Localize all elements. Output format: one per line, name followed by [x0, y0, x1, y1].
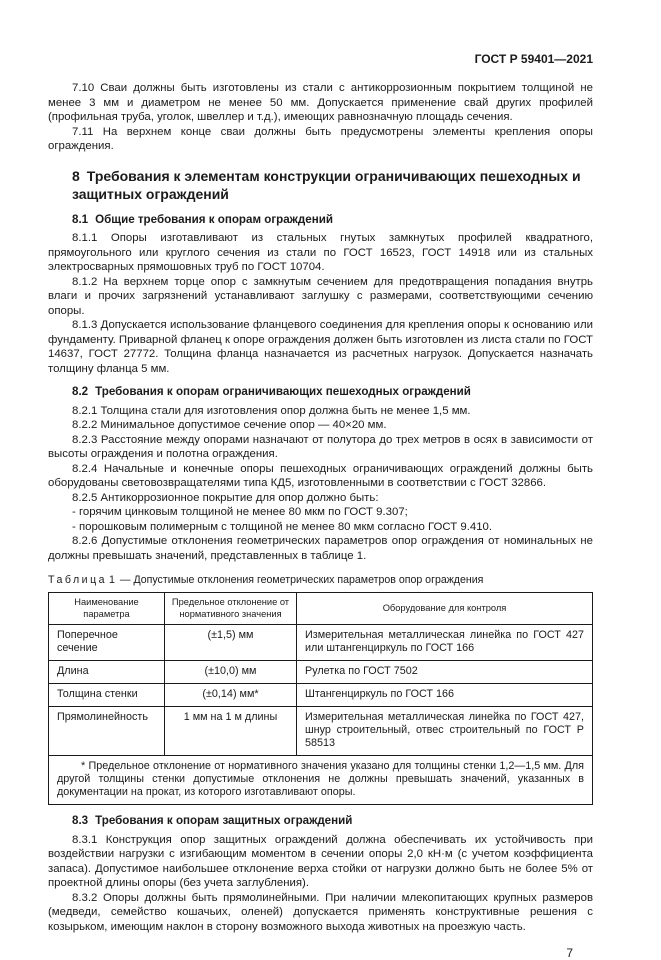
cell-equipment: Измерительная металлическая линейка по ГОСТ 427, шнур строительный, отвес строительный по ГОСТ Р 58513 — [297, 707, 593, 756]
cell-parameter: Прямолинейность — [49, 707, 165, 756]
paragraph-7-10: 7.10 Сваи должны быть изготовлены из стали с антикоррозионным покрытием толщиной не менее 3 мм и диаметром не менее 50 мм. Допускается применение свай других профилей (профильная труба, уголок, швеллер и т.д.), имеющих равнозначную площадь сечения. — [48, 82, 593, 123]
cell-deviation: (±0,14) мм* — [165, 684, 297, 707]
table-caption — [48, 574, 593, 587]
paragraph-8-3-1: 8.3.1 Конструкция опор защитных ограждений должна обеспечивать их устойчивость при воздействии нагрузки с изгибающим моментом в сечении опоры 2,0 кН·м (с учетом коэффициента запаса). Допустимое наибольшее отклонение верха стойки от нагрузки должно быть не более 5% от проектной длины опоры (без учета заглубления). — [48, 833, 593, 889]
cell-equipment: Измерительная металлическая линейка по ГОСТ 427 или штангенциркуль по ГОСТ 166 — [297, 625, 593, 661]
section-8-heading — [48, 167, 593, 204]
subsection-8-1-title: Общие требования к опорам ограждений — [95, 212, 333, 226]
paragraph-8-2-3: 8.2.3 Расстояние между опорами назначают от полутора до трех метров в осях в зависимости от высоты ограждения и полотна ограждения. — [48, 433, 593, 460]
cell-deviation: (±1,5) мм — [165, 625, 297, 661]
list-item-polymer-coating: - порошковым полимерным с толщиной не менее 80 мкм согласно ГОСТ 9.410. — [72, 520, 493, 533]
table-row-straightness — [49, 707, 593, 756]
section-8-number: 8 — [72, 167, 80, 184]
table-header — [49, 593, 593, 625]
subsection-8-1-number: 8.1 — [72, 212, 89, 226]
table-caption-word: Таблица — [48, 574, 108, 586]
paragraph-8-1-3: 8.1.3 Допускается использование фланцевого соединения для крепления опоры к основанию или фундаменту. Приварной фланец к опоре ограждения должен быть изготовлен из листа стали по ГОСТ 14637, ГОСТ 27772. Толщина фланца назначается из расчетных нагрузок. Допускается назначать толщину фланца 5 мм. — [48, 319, 593, 375]
table-caption-number: 1 — [109, 574, 115, 586]
paragraph-8-2-6: 8.2.6 Допустимые отклонения геометрических параметров опор ограждения от номинальных не должны превышать значений, представленных в таблице 1. — [48, 535, 593, 562]
table-header-row — [49, 593, 593, 625]
column-header-parameter: Наименование параметра — [49, 593, 165, 625]
subsection-8-2-number: 8.2 — [72, 385, 89, 398]
table-1-deviations — [48, 592, 593, 805]
subsection-8-3-title: Требования к опорам защитных ограждений — [95, 814, 353, 827]
paragraph-8-2-2: 8.2.2 Минимальное допустимое сечение опор — 40×20 мм. — [72, 419, 387, 431]
table-row-cross-section — [49, 625, 593, 661]
cell-parameter: Толщина стенки — [49, 684, 165, 707]
paragraph-8-1-1: 8.1.1 Опоры изготавливают из стальных гнутых замкнутых профилей квадратного, прямоугольного или круглого сечения из стали по ГОСТ 16523, ГОСТ 14918 или из стальных электросварных прямошовных труб по ГОСТ 10704. — [48, 232, 593, 273]
column-header-equipment: Оборудование для контроля — [297, 593, 593, 625]
cell-deviation: 1 мм на 1 м длины — [165, 707, 297, 756]
table-footnote: * Предельное отклонение от нормативного значения указано для толщины стенки 1,2—1,5 мм. Для другой толщины стенки допустимые отклонения не должны превышать значений, указанных в документации на прокат, из которого изготавливают опоры. — [49, 756, 593, 805]
table-row-wall-thickness — [49, 684, 593, 707]
paragraph-8-2-5: 8.2.5 Антикоррозионное покрытие для опор должно быть: — [72, 491, 379, 504]
paragraph-8-3-2: 8.3.2 Опоры должны быть прямолинейными. При наличии млекопитающих крупных размеров (медведи, семейство кошачьих, оленей) допускается применять конструктивные решения с козырьком, имеющим наклон в сторону возможного выхода животных на проезжую часть. — [48, 891, 593, 933]
paragraph-8-2-1: 8.2.1 Толщина стали для изготовления опор должна быть не менее 1,5 мм. — [72, 404, 471, 417]
column-header-deviation: Предельное отклонение от нормативного значения — [165, 593, 297, 625]
subsection-8-3-heading — [48, 814, 593, 829]
subsection-8-3-number: 8.3 — [72, 814, 89, 827]
subsection-8-2-heading — [48, 385, 593, 400]
table-footnote-row — [49, 756, 593, 805]
list-item-zinc-coating: - горячим цинковым толщиной не менее 80 мкм по ГОСТ 9.307; — [72, 506, 408, 518]
paragraph-8-2-4: 8.2.4 Начальные и конечные опоры пешеходных ограничивающих ограждений должны быть оборудованы световозвращателями типа КД5, изготовленными в соответствии с ГОСТ 32866. — [48, 462, 593, 489]
table-row-length — [49, 661, 593, 684]
cell-deviation: (±10,0) мм — [165, 661, 297, 684]
paragraph-8-1-2: 8.1.2 На верхнем торце опор с замкнутым сечением для предотвращения попадания внутрь влаги и прочих загрязнений устанавливают заглушку с размерами, соответствующими сечению опоры. — [48, 275, 593, 317]
table-caption-text: — Допустимые отклонения геометрических параметров опор ограждения — [119, 574, 484, 586]
subsection-8-1-heading — [48, 213, 593, 228]
section-8-title: Требования к элементам конструкции ограничивающих пешеходных и защитных ограждений — [72, 167, 581, 202]
cell-equipment: Рулетка по ГОСТ 7502 — [297, 661, 593, 684]
subsection-8-2-title: Требования к опорам ограничивающих пешеходных ограждений — [95, 385, 471, 398]
page-number: 7 — [566, 946, 573, 960]
paragraph-7-11: 7.11 На верхнем конце сваи должны быть предусмотрены элементы крепления опоры ограждения. — [48, 125, 593, 152]
running-header: ГОСТ Р 59401—2021 — [474, 52, 593, 66]
cell-equipment: Штангенциркуль по ГОСТ 166 — [297, 684, 593, 707]
cell-parameter: Длина — [49, 661, 165, 684]
cell-parameter: Поперечное сечение — [49, 625, 165, 661]
